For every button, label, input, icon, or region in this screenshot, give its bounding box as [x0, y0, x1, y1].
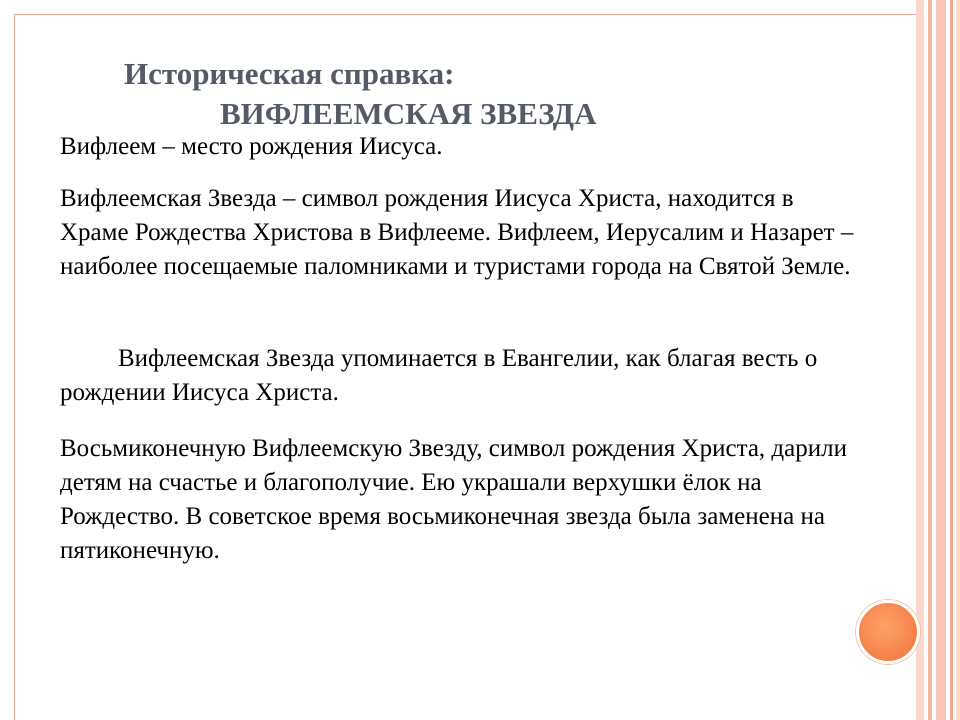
stripe — [956, 0, 960, 720]
stripe — [928, 0, 932, 720]
stripe — [936, 0, 946, 720]
stripe — [916, 0, 924, 720]
orange-circle-decoration — [856, 600, 920, 664]
paragraph-eight-pointed-star: Восьмиконечную Вифлеемскую Звезду, символ рождения Христа, дарили детям на счастье и благополучие. Ею украшали верхушки ёлок на Рождество. В советское время восьмиконечная звезда была заменена на пятиконечную. — [60, 435, 847, 564]
stripe — [950, 0, 953, 720]
slide-title-line1: Историческая справка: — [124, 56, 455, 91]
paragraph-star-symbol: Вифлеемская Звезда – символ рождения Иисуса Христа, находится в Храме Рождества Христова в Вифлееме. Вифлеем, Иерусалим и Назарет – наиболее посещаемые паломниками и туристами города на Святой Земле. — [60, 185, 854, 280]
decorative-stripes — [916, 0, 960, 720]
slide-title-line2: ВИФЛЕЕМСКАЯ ЗВЕЗДА — [220, 96, 597, 131]
paragraph-birthplace: Вифлеем – место рождения Иисуса. — [60, 133, 443, 160]
paragraph-gospel: Вифлеемская Звезда упоминается в Евангелии, как благая весть о рождении Иисуса Христа. — [60, 345, 818, 406]
